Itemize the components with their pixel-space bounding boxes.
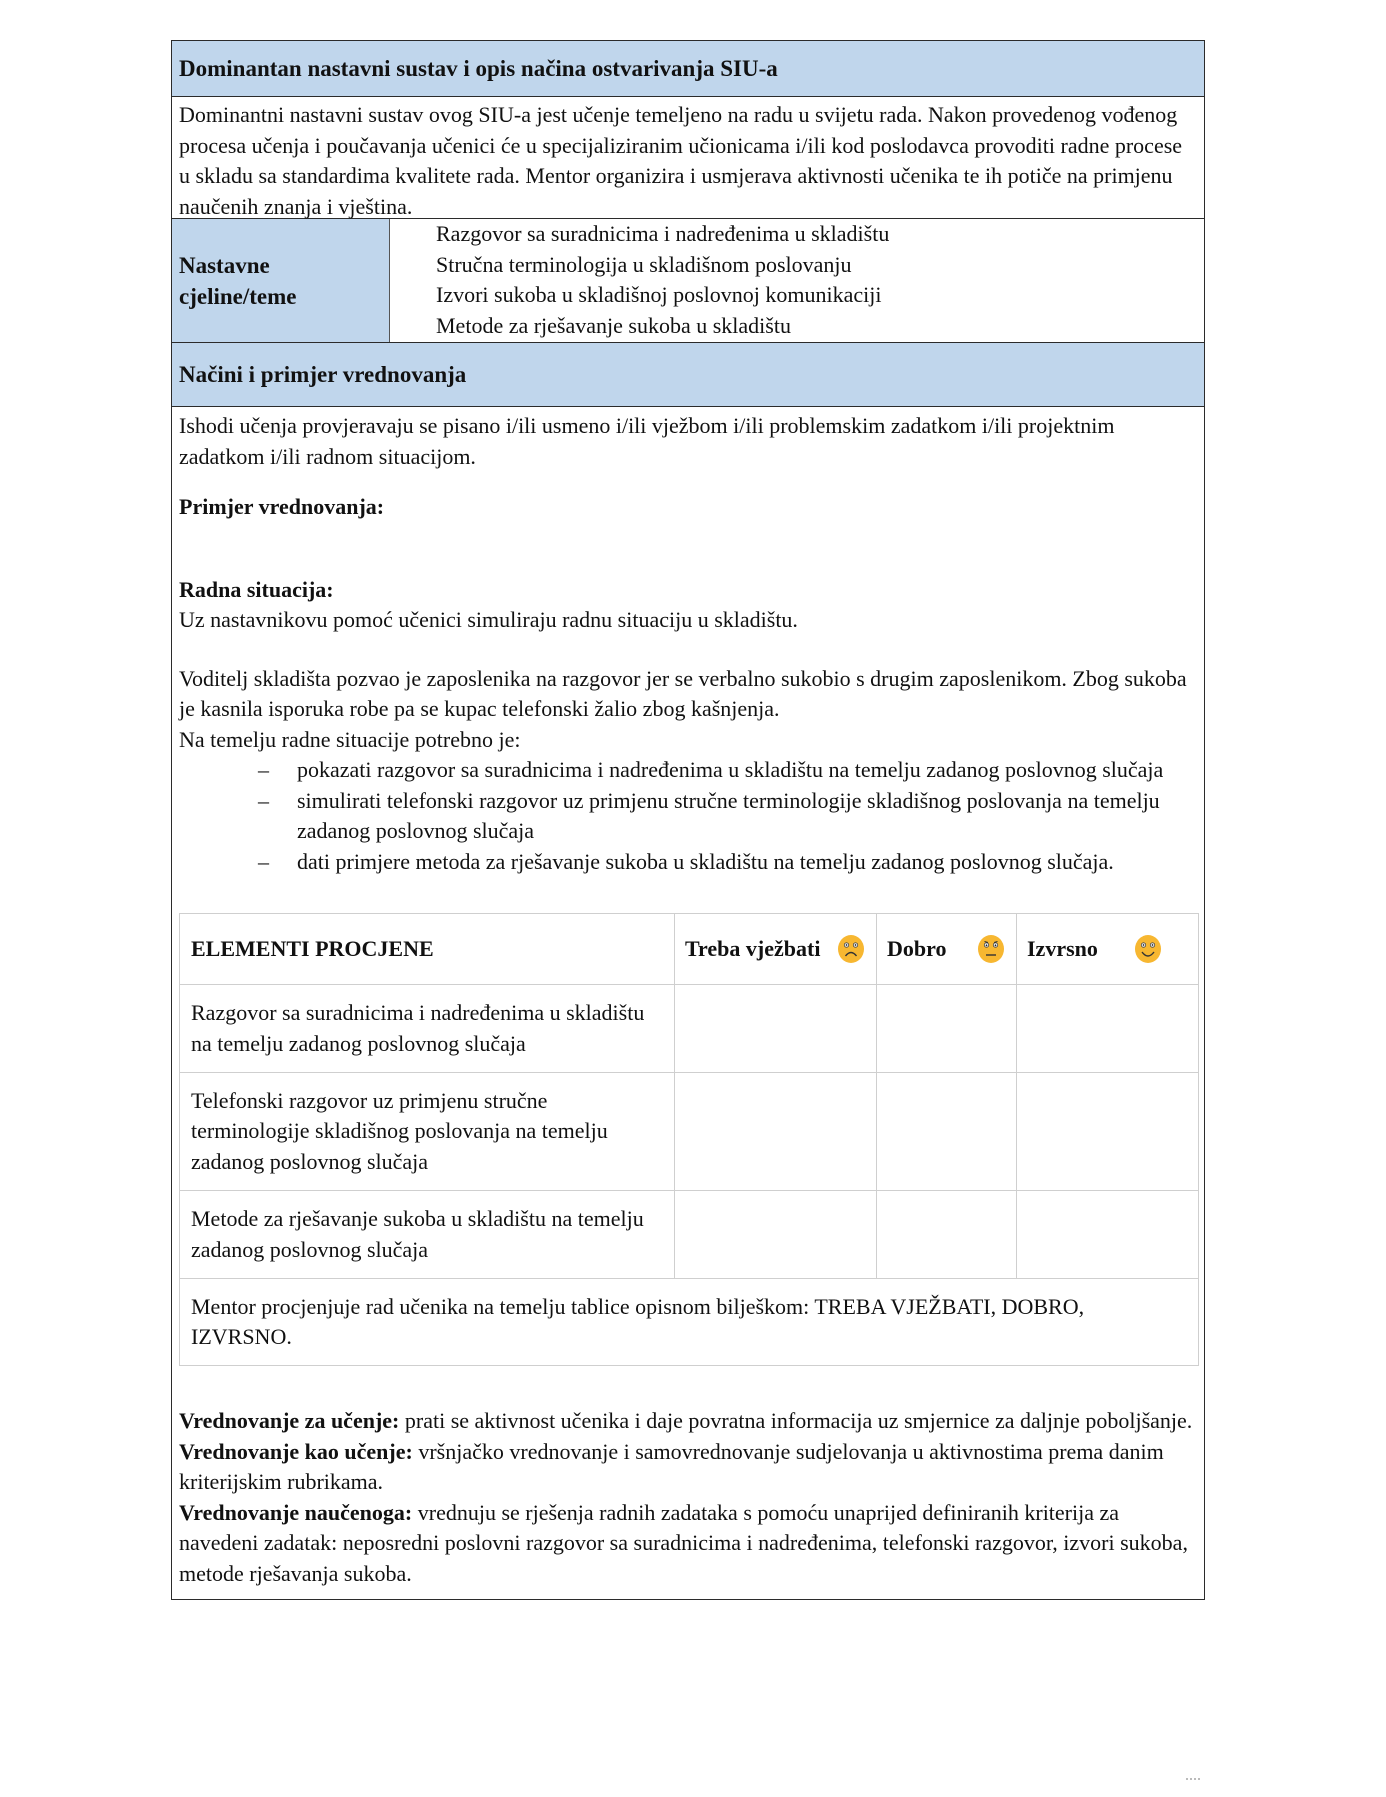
rubric-row [180, 1191, 1199, 1279]
rubric-header-row [180, 914, 1199, 985]
section-heading-teaching-system [172, 41, 1204, 97]
section-heading-text: Dominantan nastavni sustav i opis načina ostvarivanja SIU-a [179, 55, 778, 81]
dash-bullet-icon: – [258, 787, 269, 813]
assessment-as-learning: Vrednovanje kao učenje: vršnjačko vrednovanje i samovrednovanje sudjelovanja u aktivnostima prema danim kriterijskim rubrikama. [179, 1438, 1164, 1494]
rubric-note-row [180, 1279, 1199, 1366]
rubric-cell-needs-practice[interactable] [675, 1191, 877, 1279]
task-item: – simulirati telefonski razgovor uz primjenu stručne terminologije skladišnog poslovanja na temelju zadanog poslovnog slučaja [258, 787, 1160, 843]
rubric-cell-excellent[interactable] [1017, 1073, 1199, 1191]
task-item: – dati primjere metoda za rješavanje sukoba u skladištu na temelju zadanog poslovnog slučaja. [258, 847, 1197, 878]
dash-bullet-icon: – [258, 757, 269, 782]
topic-item: Izvori sukoba u skladišnoj poslovnoj komunikaciji [436, 282, 882, 307]
rubric-cell-needs-practice[interactable] [675, 985, 877, 1073]
section-heading-text: Načini i primjer vrednovanja [179, 361, 467, 387]
assessment-for-learning: Vrednovanje za učenje: prati se aktivnost učenika i daje povratna informacija uz smjernice za daljnje poboljšanje. [179, 1408, 1193, 1433]
rubric-row [180, 1073, 1199, 1191]
rubric-element: Metode za rješavanje sukoba u skladištu na temelju zadanog poslovnog slučaja [180, 1191, 675, 1279]
siu-document-table [171, 40, 1205, 1600]
rubric-element: Telefonski razgovor uz primjenu stručne terminologije skladišnog poslovanja na temelju zadanog poslovnog slučaja [180, 1073, 675, 1191]
task-item: – pokazati razgovor sa suradnicima i nadređenima u skladištu na temelju zadanog poslovnog slučaja [258, 755, 1197, 786]
evaluation-intro: Ishodi učenja provjeravaju se pisano i/ili usmeno i/ili vježbom i/ili problemskim zadatkom i/ili projektnim zadatkom i/ili radnom situacijom. [179, 413, 1115, 469]
scenario-text: Voditelj skladišta pozvao je zaposlenika na razgovor jer se verbalno sukobio s drugim zaposlenikom. Zbog sukoba je kasnila isporuka robe pa se kupac telefonski žalio zbog kašnjenja. [179, 665, 1187, 721]
rubric-header-excellent: Izvrsno [1017, 914, 1199, 985]
rubric-header-needs-practice: Treba vježbati [675, 914, 877, 985]
example-title: Primjer vrednovanja: [179, 494, 385, 519]
evaluation-content [172, 407, 1204, 1599]
rubric-row [180, 985, 1199, 1073]
task-list [179, 755, 1197, 877]
topics-row [172, 219, 1204, 343]
rubric-cell-good[interactable] [877, 1191, 1017, 1279]
rubric-header-elements: ELEMENTI PROCJENE [180, 914, 675, 985]
rubric-table [179, 913, 1199, 1366]
topics-label: Nastavne cjeline/teme [172, 219, 390, 342]
section-heading-evaluation [172, 343, 1204, 407]
rubric-element: Razgovor sa suradnicima i nadređenima u skladištu na temelju zadanog poslovnog slučaja [180, 985, 675, 1073]
rubric-cell-good[interactable] [877, 1073, 1017, 1191]
situation-line: Uz nastavnikovu pomoć učenici simuliraju radnu situaciju u skladištu. [179, 607, 798, 632]
rubric-cell-good[interactable] [877, 985, 1017, 1073]
sad-face-icon [837, 934, 865, 964]
rubric-cell-excellent[interactable] [1017, 985, 1199, 1073]
topic-item: Metode za rješavanje sukoba u skladištu [436, 312, 791, 338]
rubric-header-good: Dobro [877, 914, 1017, 985]
rubric-note: Mentor procjenjuje rad učenika na temelju tablice opisnom bilješkom: TREBA VJEŽBATI, DOBRO, IZVRSNO. [180, 1279, 1199, 1366]
topic-item: Razgovor sa suradnicima i nadređenima u skladištu [436, 221, 890, 246]
assessment-of-learning: Vrednovanje naučenoga: vrednuju se rješenja radnih zadataka s pomoću unaprijed definiranih kriterija za navedeni zadatak: neposredni poslovni razgovor sa suradnicima i nadređenima, telefonski razgovor, izvori sukoba, metode rješavanja sukoba. [179, 1499, 1188, 1586]
dash-bullet-icon: – [258, 848, 269, 874]
situation-title: Radna situacija: [179, 576, 334, 602]
smiling-face-icon [1134, 934, 1162, 964]
rubric-cell-excellent[interactable] [1017, 1191, 1199, 1279]
topic-item: Stručna terminologija u skladišnom poslovanju [436, 251, 852, 277]
neutral-face-icon [977, 934, 1005, 964]
page-number-fragment [1186, 1778, 1200, 1783]
teaching-system-description: Dominantni nastavni sustav ovog SIU-a jest učenje temeljeno na radu u svijetu rada. Nakon provedenog vođenog procesa učenja i poučavanja učenici će u specijaliziranim učionicama i/ili kod poslodavca provoditi radne procese u skladu sa standardima kvalitete rada. Mentor organizira i usmjerava aktivnosti učenika te ih potiče na primjenu naučenih znanja i vještina. [172, 97, 1204, 219]
tasks-intro: Na temelju radne situacije potrebno je: [179, 726, 521, 752]
rubric-cell-needs-practice[interactable] [675, 1073, 877, 1191]
topics-list [390, 219, 889, 342]
